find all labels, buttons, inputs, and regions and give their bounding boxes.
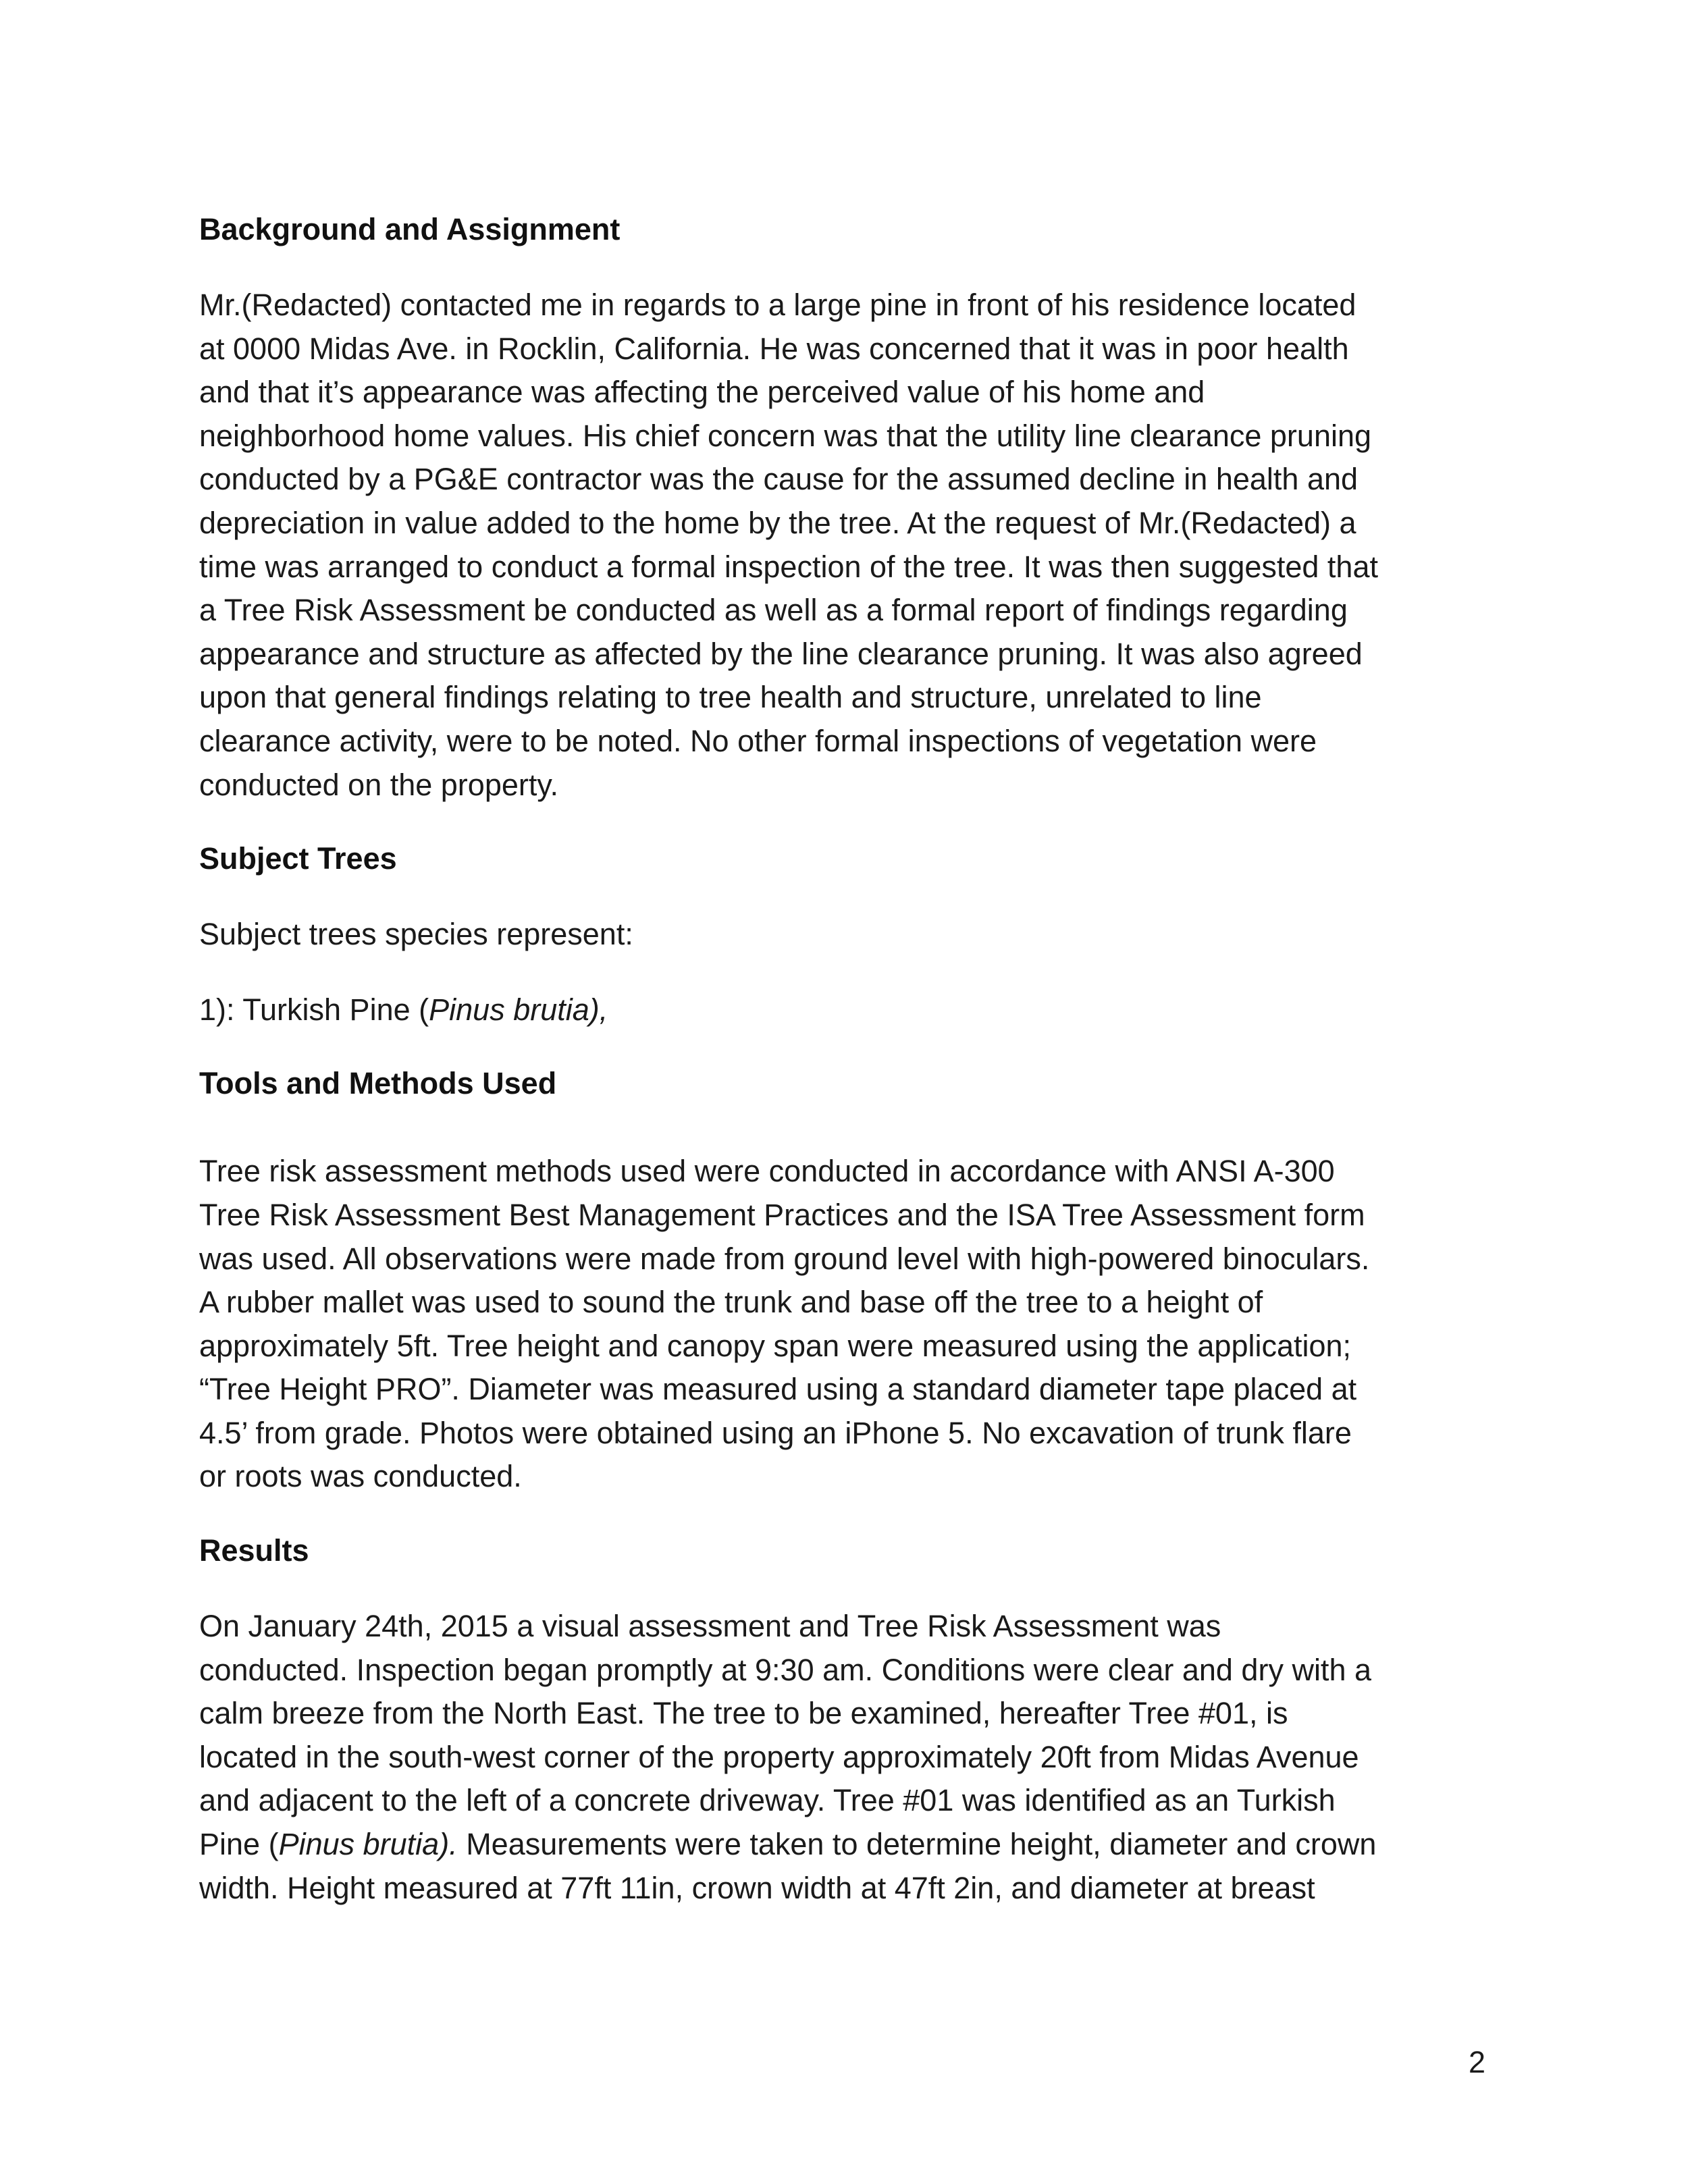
species-line-italic: Pinus brutia). — [278, 1827, 458, 1862]
paragraph-line: neighborhood home values. His chief concern was that the utility line clearance pruning — [199, 418, 1372, 453]
paragraph-line — [199, 1823, 1509, 1867]
paragraph-line: a Tree Risk Assessment be conducted as well as a formal report of findings regarding — [199, 593, 1348, 628]
results-heading: Results — [199, 1533, 309, 1568]
paragraph-line: and that it’s appearance was affecting the perceived value of his home and — [199, 375, 1205, 410]
subject-trees-heading: Subject Trees — [199, 841, 397, 876]
paragraph-line: appearance and structure as affected by the line clearance pruning. It was also agreed — [199, 636, 1363, 671]
subject-tree-common-name: 1): Turkish Pine ( — [199, 992, 429, 1027]
paragraph-line: “Tree Height PRO”. Diameter was measured using a standard diameter tape placed at — [199, 1372, 1357, 1407]
paragraph-line: at 0000 Midas Ave. in Rocklin, California. He was concerned that it was in poor health — [199, 331, 1349, 366]
paragraph-line: approximately 5ft. Tree height and canopy span were measured using the application; — [199, 1328, 1352, 1363]
paragraph-line: A rubber mallet was used to sound the trunk and base off the tree to a height of — [199, 1285, 1263, 1320]
paragraph-line: upon that general findings relating to tree health and structure, unrelated to line — [199, 680, 1262, 715]
tools-paragraph — [199, 1150, 1509, 1499]
subject-tree-species: Pinus brutia), — [429, 992, 608, 1027]
species-line-prefix: Pine ( — [199, 1827, 279, 1862]
paragraph-line: Tree Risk Assessment Best Management Practices and the ISA Tree Assessment form — [199, 1197, 1365, 1232]
paragraph-line: and adjacent to the left of a concrete driveway. Tree #01 was identified as an Turkish — [199, 1783, 1336, 1818]
paragraph-line: time was arranged to conduct a formal inspection of the tree. It was then suggested that — [199, 549, 1378, 584]
paragraph-line: Tree risk assessment methods used were conducted in accordance with ANSI A-300 — [199, 1154, 1335, 1189]
page-number: 2 — [1468, 2045, 1485, 2079]
paragraph-line: conducted. Inspection began promptly at 9:30 am. Conditions were clear and dry with a — [199, 1652, 1371, 1687]
tools-heading: Tools and Methods Used — [199, 1066, 557, 1101]
paragraph-line: or roots was conducted. — [199, 1459, 522, 1494]
species-line-suffix: Measurements were taken to determine height, diameter and crown — [457, 1827, 1377, 1862]
subject-tree-item — [199, 988, 1509, 1032]
paragraph-line: located in the south-west corner of the property approximately 20ft from Midas Avenue — [199, 1739, 1359, 1774]
background-heading: Background and Assignment — [199, 212, 621, 246]
paragraph-line: width. Height measured at 77ft 11in, crown width at 47ft 2in, and diameter at breast — [199, 1870, 1315, 1905]
paragraph-line: conducted by a PG&E contractor was the cause for the assumed decline in health and — [199, 462, 1359, 497]
paragraph-line: 4.5’ from grade. Photos were obtained using an iPhone 5. No excavation of trunk flare — [199, 1415, 1352, 1450]
background-paragraph — [199, 284, 1509, 807]
page-content — [199, 209, 1509, 1910]
paragraph-line: calm breeze from the North East. The tree to be examined, hereafter Tree #01, is — [199, 1696, 1288, 1731]
paragraph-line: conducted on the property. — [199, 767, 559, 802]
paragraph-line: On January 24th, 2015 a visual assessment and Tree Risk Assessment was — [199, 1609, 1221, 1644]
paragraph-line: depreciation in value added to the home by the tree. At the request of Mr.(Redacted) a — [199, 505, 1356, 540]
paragraph-line: clearance activity, were to be noted. No other formal inspections of vegetation were — [199, 723, 1317, 758]
results-paragraph — [199, 1605, 1509, 1910]
paragraph-line: was used. All observations were made from ground level with high-powered binoculars. — [199, 1241, 1370, 1276]
paragraph-line: Mr.(Redacted) contacted me in regards to a large pine in front of his residence located — [199, 288, 1356, 322]
subject-trees-intro: Subject trees species represent: — [199, 917, 633, 952]
